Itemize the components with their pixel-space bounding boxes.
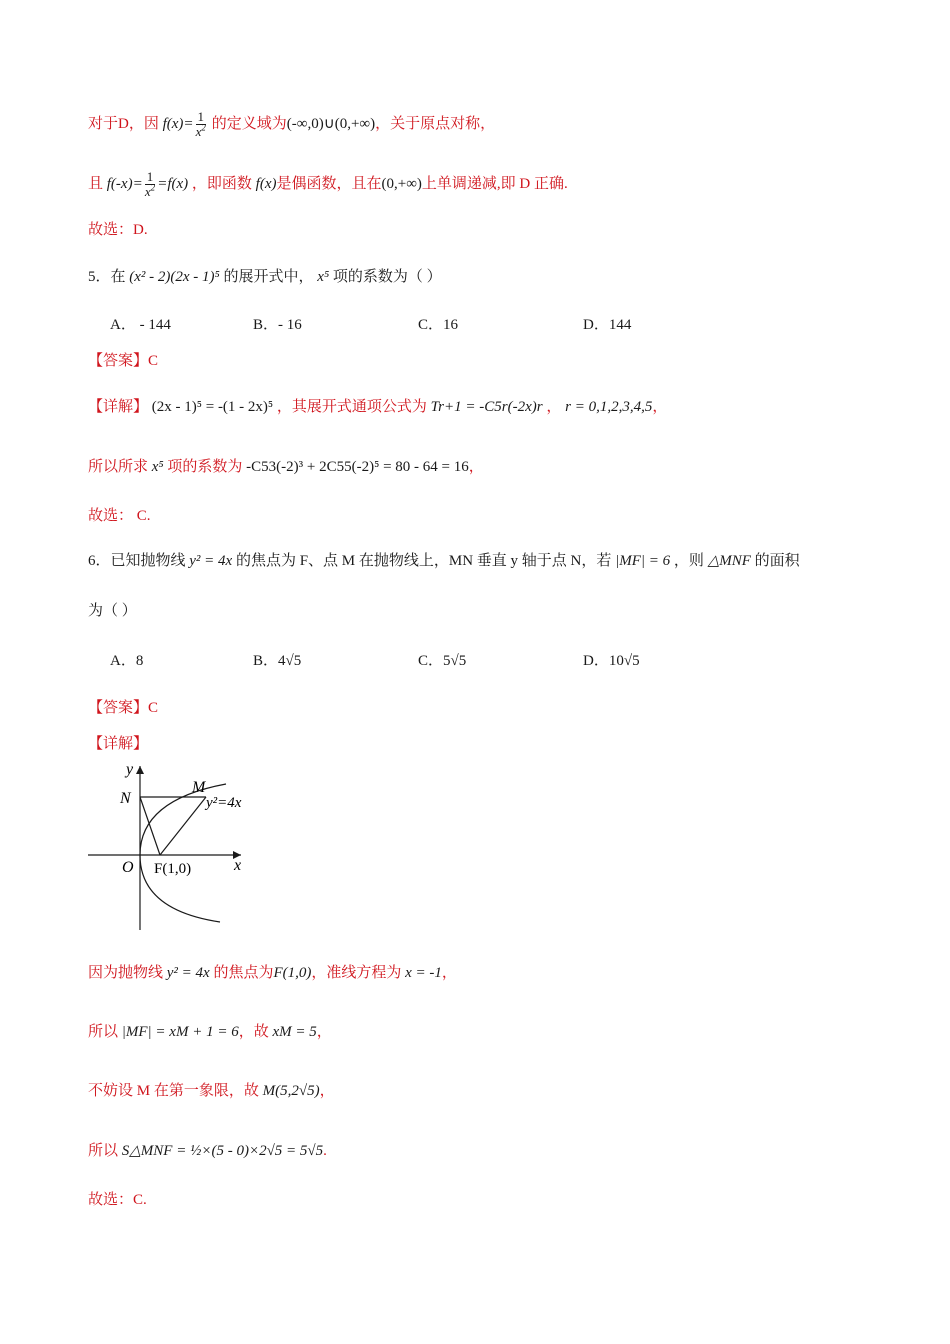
q6-sol-1 (88, 962, 457, 984)
text: ， (652, 399, 668, 415)
math: M(5,2√5) (262, 1083, 320, 1099)
q6-option-a: A．8 (110, 653, 144, 669)
text: ，关于原点对称， (375, 115, 496, 132)
text: 所以 (88, 1143, 119, 1159)
text: 且 (88, 175, 104, 192)
math: △MNF (707, 553, 751, 569)
text: ， (441, 965, 457, 981)
text: ， (468, 459, 484, 475)
text: ，即函数 (191, 175, 252, 192)
q6-detail-tag: 【详解】 (88, 736, 149, 752)
text: 的定义域为 (211, 115, 287, 132)
math-term: x⁵ (317, 269, 330, 285)
y-label: y (126, 761, 134, 778)
q5-option-b: B．- 16 (253, 317, 302, 333)
q5-conclusion: 故选： C. (88, 508, 151, 524)
text: 5．在 (88, 269, 126, 285)
text: 6．已知抛物线 (88, 553, 186, 569)
math-interval: (0,+∞) (381, 175, 422, 192)
math-f: f(x)= (162, 115, 194, 132)
text: ， (546, 399, 562, 415)
text: 项的系数为 (167, 459, 243, 475)
q6-option-d: D．10√5 (583, 653, 640, 669)
math: |MF| = 6 (615, 553, 671, 569)
text: ，故 (238, 1024, 269, 1040)
math-domain: (-∞,0)∪(0,+∞) (286, 115, 376, 132)
n-label: N (120, 790, 131, 807)
math: S△MNF = ½×(5 - 0)×2√5 = 5√5 (121, 1143, 324, 1159)
math-expr: (x² - 2)(2x - 1)⁵ (129, 269, 220, 285)
d-line-2 (88, 170, 568, 199)
text: 不妨设 M 在第一象限，故 (88, 1083, 259, 1099)
math-fx: f(x) (255, 175, 277, 192)
q6-option-c: C．5√5 (418, 653, 467, 669)
q5-option-a: A． - 144 (110, 317, 171, 333)
text: ，准线方程为 (311, 965, 402, 981)
q6-sol-4 (88, 1140, 327, 1162)
d-conclusion: 故选：D. (88, 222, 148, 238)
math: y² = 4x (166, 965, 210, 981)
text: 的展开式中， (223, 269, 314, 285)
y-axis-arrow (136, 766, 144, 774)
parabola-figure (86, 760, 256, 935)
text: 项的系数为（ ） (332, 269, 442, 285)
math: xM = 5 (272, 1024, 317, 1040)
o-label: O (122, 859, 134, 876)
math-f-eq: =f(x) (157, 175, 189, 192)
q6-stem-2: 为（ ） (88, 603, 137, 619)
math: y² = 4x (189, 553, 233, 569)
f-label: F(1,0) (154, 861, 192, 877)
text: ， (316, 1024, 332, 1040)
text: 因为抛物线 (88, 965, 164, 981)
q5-stem (88, 266, 442, 288)
math: r = 0,1,2,3,4,5 (565, 399, 653, 415)
q5-detail-1 (88, 396, 667, 418)
math: x⁵ (151, 459, 164, 475)
detail-tag: 【详解】 (88, 399, 149, 415)
text: 的面积 (754, 553, 800, 569)
q6-sol-3 (88, 1080, 335, 1102)
segment-nf (140, 797, 160, 855)
curve-label: y²=4x (206, 795, 242, 811)
q6-answer: 【答案】C (88, 700, 159, 716)
math: Tr+1 = -C5r(-2x)r (430, 399, 543, 415)
q6-option-b: B．4√5 (253, 653, 302, 669)
math: x = -1 (405, 965, 442, 981)
text: ，其展开式通项公式为 (276, 399, 427, 415)
d-line-1 (88, 110, 495, 139)
text: ，则 (673, 553, 704, 569)
math: F(1,0) (273, 965, 312, 981)
fraction: $\frac{1}{x^2}$ (144, 169, 156, 199)
text: 所以 (88, 1024, 119, 1040)
q6-conclusion: 故选：C. (88, 1192, 147, 1208)
math: -C53(-2)³ + 2C55(-2)⁵ = 80 - 64 = 16 (246, 459, 469, 475)
text: ， (319, 1083, 335, 1099)
text: 上单调递减,即 D 正确. (421, 175, 568, 192)
math: (2x - 1)⁵ = -(1 - 2x)⁵ (151, 399, 274, 415)
q6-sol-2 (88, 1021, 332, 1043)
q5-option-d: D．144 (583, 317, 632, 333)
x-label: x (234, 857, 242, 874)
text: 的焦点为 F、点 M 在抛物线上，MN 垂直 y 轴于点 N，若 (235, 553, 612, 569)
q5-answer: 【答案】C (88, 353, 159, 369)
text: . (323, 1143, 327, 1159)
q6-stem (88, 550, 800, 572)
m-label: M (192, 779, 206, 796)
q5-option-c: C．16 (418, 317, 459, 333)
math: |MF| = xM + 1 = 6 (121, 1024, 239, 1040)
text: 所以所求 (88, 459, 149, 475)
q5-detail-2 (88, 456, 484, 478)
text: 是偶函数，且在 (276, 175, 382, 192)
math-f-neg: f(-x)= (106, 175, 143, 192)
fraction: $\frac{1}{x^2}$ (195, 109, 206, 139)
text: 对于D，因 (88, 115, 159, 132)
text: 的焦点为 (213, 965, 274, 981)
